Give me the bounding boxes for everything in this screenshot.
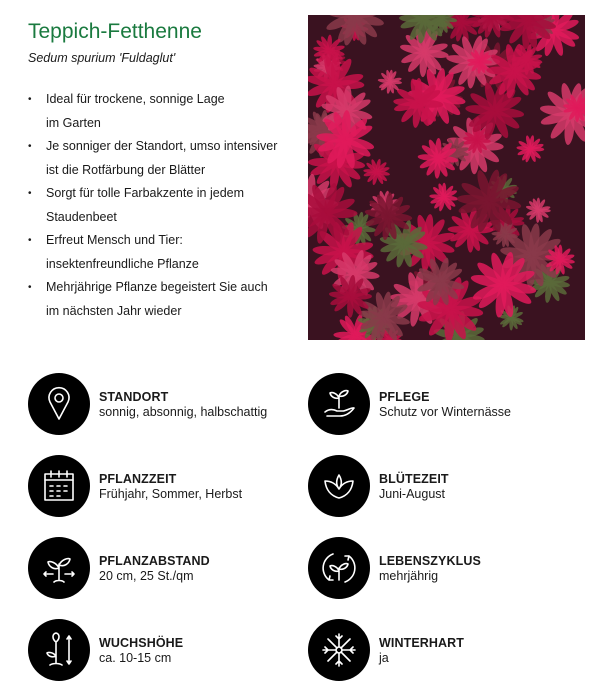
feature-winterhart [308,619,464,681]
bullet-line: Sorgt für tolle Farbakzente in jedem [46,186,245,200]
feature-bullets [28,88,298,323]
feature-value: 20 cm, 25 St./qm [99,568,194,583]
feature-value: mehrjährig [379,568,439,583]
feature-value: ca. 10-15 cm [99,650,172,665]
bullet-line: Je sonniger der Standort, umso intensiver [46,139,278,153]
feature-label: WUCHSHÖHE [99,635,184,650]
feature-lebenszyklus [308,537,481,599]
location-pin-icon [28,373,90,435]
feature-label: PFLANZZEIT [99,471,177,486]
rosette [323,15,385,47]
lifecycle-icon [308,537,370,599]
snowflake-icon [308,619,370,681]
bullet-line: Staudenbeet [46,209,117,224]
bullet-line: Erfreut Mensch und Tier: [46,233,183,247]
plant-height-icon [28,619,90,681]
bullet-line: Ideal für trockene, sonnige Lage [46,92,225,106]
rosette [516,135,544,163]
rosette [393,78,443,128]
rosette [363,158,390,185]
hand-plant-icon [308,373,370,435]
feature-label: PFLANZABSTAND [99,553,210,568]
product-title: Teppich-Fetthenne [28,20,202,43]
bullet-item [28,88,298,135]
feature-label: BLÜTEZEIT [379,471,449,486]
feature-value: ja [379,650,389,665]
feature-standort [28,373,267,435]
feature-wuchshoehe [28,619,183,681]
product-photo [308,15,585,340]
feature-label: LEBENSZYKLUS [379,553,481,568]
feature-pflege [308,373,511,435]
bullet-line: ist die Rotfärbung der Blätter [46,162,206,177]
feature-label: PFLEGE [379,389,430,404]
feature-value: Juni-August [379,486,446,501]
feature-pflanzabstand [28,537,210,599]
flower-icon [308,455,370,517]
feature-value: Frühjahr, Sommer, Herbst [99,486,243,501]
bullet-item [28,276,298,323]
plant-spacing-icon [28,537,90,599]
feature-label: STANDORT [99,389,169,404]
rosette [526,198,551,223]
bullet-item [28,135,298,182]
feature-pflanzzeit [28,455,242,517]
botanical-name: Sedum spurium 'Fuldaglut' [28,51,176,65]
bullet-item [28,229,298,276]
bullet-item [28,182,298,229]
feature-value: Schutz vor Winternässe [379,404,511,419]
calendar-icon [28,455,90,517]
feature-bluetezeit [308,455,449,517]
bullet-line: im nächsten Jahr wieder [46,303,182,318]
bullet-line: Mehrjährige Pflanze begeistert Sie auch [46,280,268,294]
bullet-line: insektenfreundliche Pflanze [46,256,199,271]
bullet-line: im Garten [46,115,101,130]
rosette [429,183,458,212]
feature-label: WINTERHART [379,635,465,650]
feature-value: sonnig, absonnig, halbschattig [99,404,268,419]
